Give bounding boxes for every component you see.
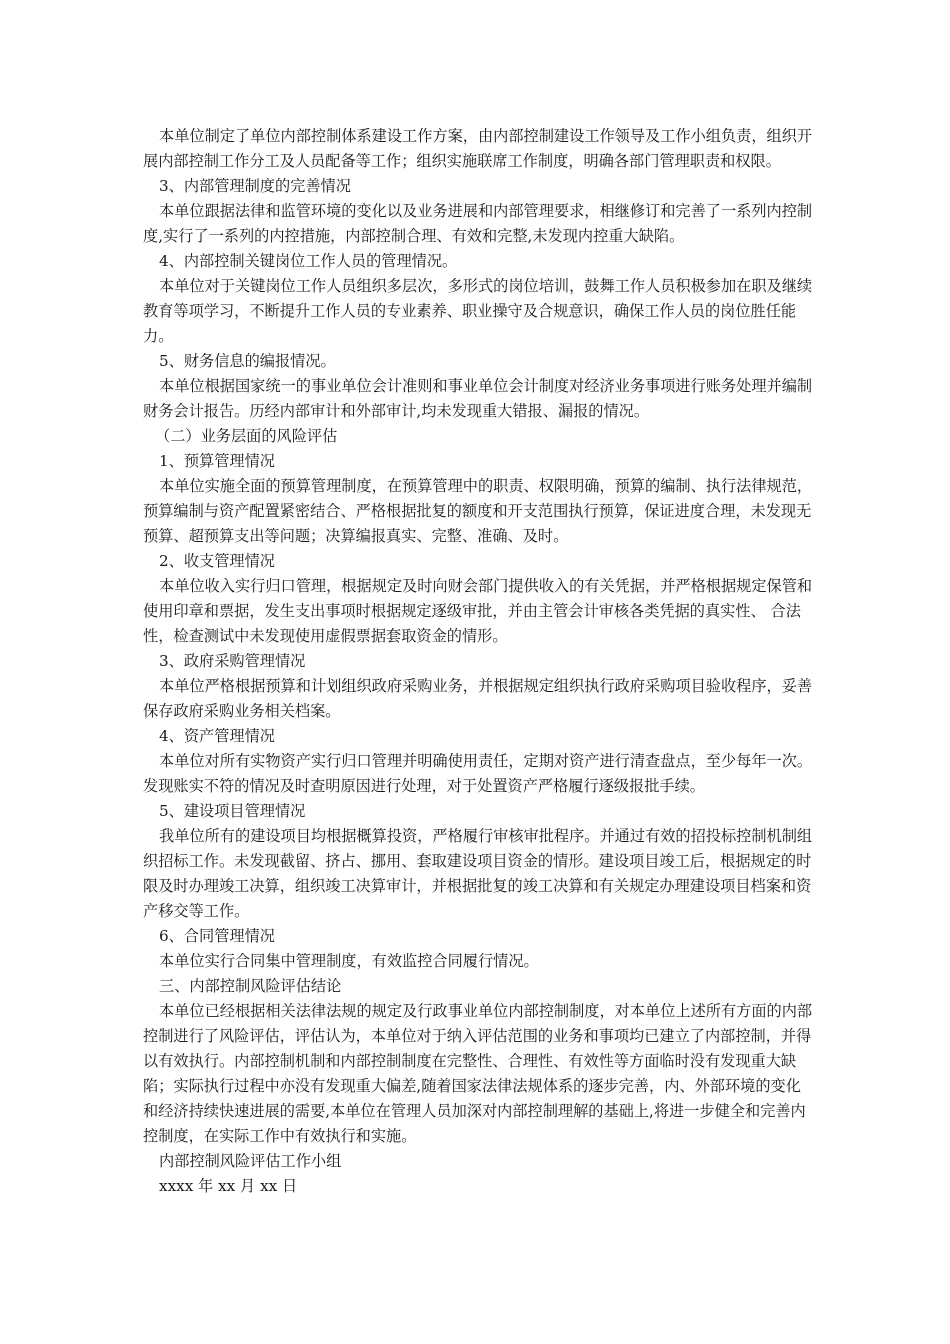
document-page xyxy=(143,124,815,1199)
signature-group: 内部控制风险评估工作小组 xyxy=(159,1152,342,1170)
paragraph-revenue-expense: 本单位收入实行归口管理，根据规定及时向财会部门提供收入的有关凭据，并严格根据规定保管和使用印章和票据，发生支出事项时根据规定逐级审批，并由主管会计审核各类凭据的真实性、 合法性，检查测试中未发现使用虚假票据套取资金的情形。 xyxy=(143,577,813,645)
paragraph-construction: 我单位所有的建设项目均根据概算投资，严格履行审核审批程序。并通过有效的招投标控制机制组织招标工作。未发现截留、挤占、挪用、套取建设项目资金的情形。建设项目竣工后，根据规定的时限及时办理竣工决算，组织竣工决算审计，并根据批复的竣工决算和有关规定办理建设项目档案和资产移交等工作。 xyxy=(143,827,813,920)
heading-revenue-expense: 2、收支管理情况 xyxy=(159,552,275,570)
paragraph-key-positions: 本单位对于关键岗位工作人员组织多层次，多形式的岗位培训，鼓舞工作人员积极参加在职及继续教育等项学习，不断提升工作人员的专业素养、职业操守及合规意识，确保工作人员的岗位胜任能力。 xyxy=(143,277,813,345)
heading-budget: 1、预算管理情况 xyxy=(159,452,275,470)
heading-financial-reporting: 5、财务信息的编报情况。 xyxy=(159,352,336,370)
paragraph-contracts: 本单位实行合同集中管理制度，有效监控合同履行情况。 xyxy=(159,952,539,970)
heading-construction: 5、建设项目管理情况 xyxy=(159,802,306,820)
heading-contracts: 6、合同管理情况 xyxy=(159,927,275,945)
heading-key-positions: 4、内部控制关键岗位工作人员的管理情况。 xyxy=(159,252,458,270)
paragraph-org-structure: 本单位制定了单位内部控制体系建设工作方案，由内部控制建设工作领导及工作小组负责，组织开展内部控制工作分工及人员配备等工作；组织实施联席工作制度，明确各部门管理职责和权限。 xyxy=(143,127,813,170)
heading-internal-rules: 3、内部管理制度的完善情况 xyxy=(159,177,351,195)
paragraph-conclusion: 本单位已经根据相关法律法规的规定及行政事业单位内部控制制度，对本单位上述所有方面的内部控制进行了风险评估，评估认为，本单位对于纳入评估范围的业务和事项均已建立了内部控制，并得以有效执行。内部控制机制和内部控制制度在完整性、合理性、有效性等方面临时没有发现重大缺陷；实际执行过程中亦没有发现重大偏差,随着国家法律法规体系的逐步完善，内、外部环境的变化和经济持续快速进展的需要,本单位在管理人员加深对内部控制理解的基础上,将进一步健全和完善内控制度，在实际工作中有效执行和实施。 xyxy=(143,1002,813,1145)
paragraph-budget: 本单位实施全面的预算管理制度，在预算管理中的职责、权限明确，预算的编制、执行法律规范，预算编制与资产配置紧密结合、严格根据批复的额度和开支范围执行预算，保证进度合理，未发现无预算、超预算支出等问题；决算编报真实、完整、准确、及时。 xyxy=(143,477,813,545)
paragraph-assets: 本单位对所有实物资产实行归口管理并明确使用责任，定期对资产进行清查盘点，至少每年一次。发现账实不符的情况及时查明原因进行处理，对于处置资产严格履行逐级报批手续。 xyxy=(143,752,813,795)
paragraph-financial-reporting: 本单位根据国家统一的事业单位会计准则和事业单位会计制度对经济业务事项进行账务处理并编制财务会计报告。历经内部审计和外部审计,均未发现重大错报、漏报的情况。 xyxy=(143,377,813,420)
heading-procurement: 3、政府采购管理情况 xyxy=(159,652,306,670)
heading-conclusion: 三、内部控制风险评估结论 xyxy=(159,977,342,995)
paragraph-internal-rules: 本单位跟据法律和监管环境的变化以及业务进展和内部管理要求，相继修订和完善了一系列内控制度,实行了一系列的内控措施，内部控制合理、有效和完整,未发现内控重大缺陷。 xyxy=(143,202,813,245)
paragraph-procurement: 本单位严格根据预算和计划组织政府采购业务，并根据规定组织执行政府采购项目验收程序，妥善保存政府采购业务相关档案。 xyxy=(143,677,813,720)
heading-assets: 4、资产管理情况 xyxy=(159,727,275,745)
heading-business-risk: （二）业务层面的风险评估 xyxy=(155,427,338,445)
signature-date: xxxx 年 xx 月 xx 日 xyxy=(159,1177,298,1195)
